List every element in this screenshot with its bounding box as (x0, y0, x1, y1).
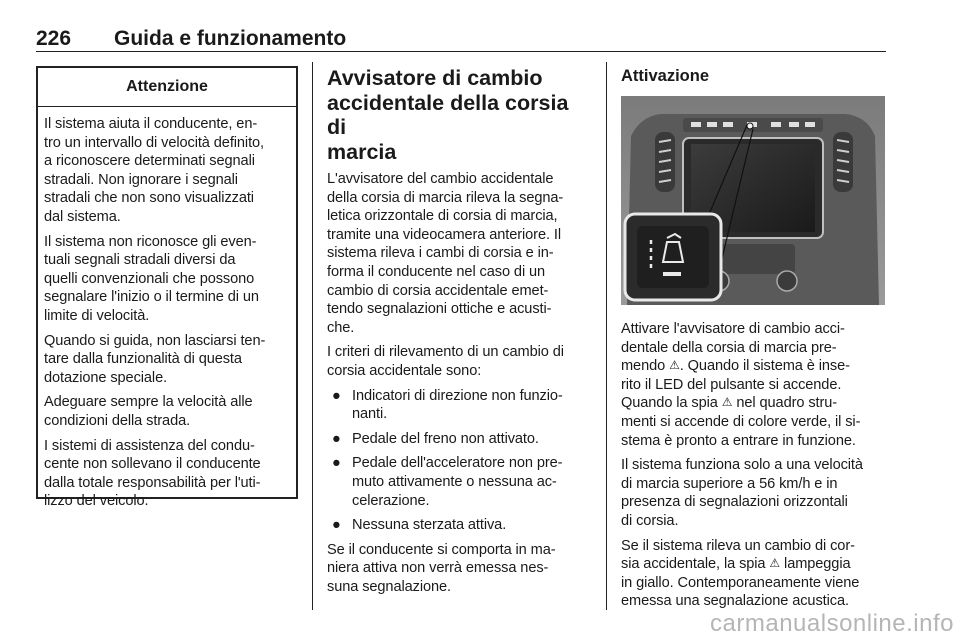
watermark: carmanualsonline.info (710, 610, 954, 637)
activation-paragraph: Attivare l'avvisatore di cambio acci- dentale della corsia di marcia pre- mendo ⚠. Quando il sistema è inse- rito il LED del pulsante si accende. Quando la spia ⚠ nel quadro stru- menti si accende di colore verde, il si- stema è pronto a entrare in funzione. (621, 321, 861, 449)
subsection-heading: Avvisatore di cambio accidentale della corsia di marcia (327, 66, 569, 164)
warning-signal-paragraph: Se il sistema rileva un cambio di cor- sia accidentale, la spia ⚠ lampeggia in giallo. Contemporaneamente viene emessa una segnalazione acustica. (621, 537, 860, 610)
lane-departure-icon: ⚠ (721, 395, 733, 410)
warning-paragraph: Quando si guida, non lasciarsi ten- tare dalla funzionalità di questa dotazione speciale. (44, 332, 266, 386)
criteria-intro: I criteri di rilevamento di un cambio di corsia accidentale sono: (327, 344, 564, 379)
bullet-icon: ● (332, 517, 341, 534)
page-header (36, 27, 886, 53)
bullet-icon: ● (332, 430, 341, 447)
header-divider (36, 51, 886, 52)
list-item: ● Pedale dell'acceleratore non pre- muto attivamente o nessuna ac- celerazione. (332, 455, 563, 509)
warning-box (36, 66, 298, 510)
bullet-icon: ● (332, 387, 341, 404)
lane-departure-icon: ⚠ (669, 358, 680, 373)
warning-paragraph: Adeguare sempre la velocità alle condizioni della strada. (44, 394, 253, 429)
list-item: ● Nessuna sterzata attiva. (332, 517, 507, 534)
dashboard-illustration (621, 96, 885, 305)
list-item: ● Indicatori di direzione non funzio- nanti. (332, 387, 563, 423)
speed-paragraph: Il sistema funziona solo a una velocità di marcia superiore a 56 km/h e in presenza di segnalazioni orizzontali di corsia. (621, 457, 863, 529)
list-item: ● Pedale del freno non attivato. (332, 430, 539, 447)
subsection-heading: Attivazione (621, 67, 710, 85)
warning-title: Attenzione (38, 68, 296, 107)
closing-paragraph: Se il conducente si comporta in ma- niera attiva non verrà emessa nes- suna segnalazione. (327, 541, 556, 595)
right-column (621, 66, 887, 617)
column-divider (606, 62, 607, 610)
lane-departure-icon: ⚠ (769, 556, 781, 571)
column-divider (312, 62, 313, 610)
page-number: 226 (36, 27, 72, 50)
warning-paragraph: Il sistema non riconosce gli even- tuali segnali stradali diversi da quelli convenzionali che possono segnalare l'inizio o il termine di un limite di velocità. (44, 233, 259, 324)
intro-paragraph: L'avvisatore del cambio accidentale della corsia di marcia rileva la segna- letica orizzontale di corsia di marcia, tramite una videocamera anteriore. Il sistema rileva i cambi di corsia e in- forma il conducente nel caso di un cambio di corsia accidentale emet- tendo segnalazioni ottiche e acusti- che. (327, 171, 564, 336)
section-title: Guida e funzionamento (114, 27, 347, 50)
warning-body (38, 107, 296, 511)
middle-column (327, 66, 593, 602)
warning-paragraph: I sistemi di assistenza del condu- cente non sollevano il conducente dalla totale responsabilità per l'uti- lizzo del veicolo. (44, 437, 261, 510)
warning-paragraph: Il sistema aiuta il conducente, en- tro un intervallo di velocità definito, a riconoscere determinati segnali stradali. Non ignorare i segnali stradali che non sono visualizzati dal sistema. (44, 116, 264, 225)
bullet-icon: ● (332, 455, 341, 472)
